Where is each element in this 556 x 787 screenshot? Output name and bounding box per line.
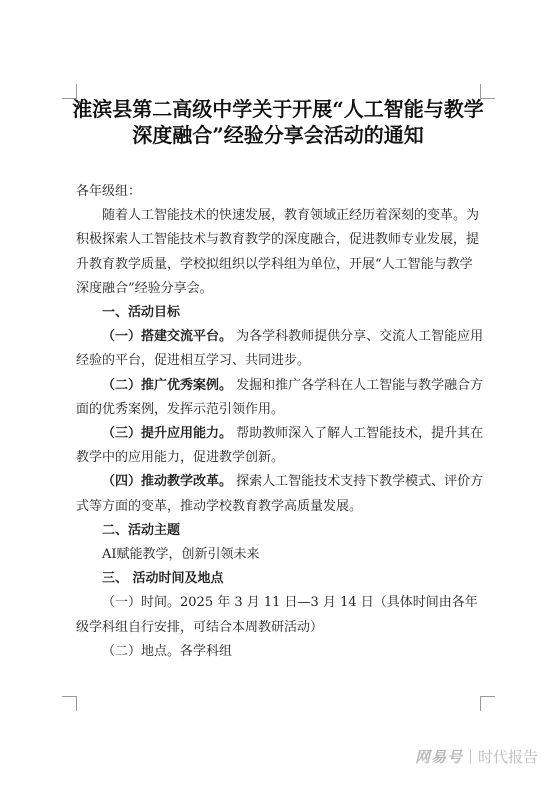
goal-item-text: 为各学科教师提供分享、交流人工智能应用经验的平台，促进相互学习、共同进步。 bbox=[76, 329, 484, 369]
crop-mark-bottom-left bbox=[62, 696, 77, 711]
goal-item-lead: （四）推动教学改革。 bbox=[102, 474, 233, 490]
document-title: 淮滨县第二高级中学关于开展“人工智能与教学深度融合”经验分享会活动的通知 bbox=[72, 97, 484, 147]
section-heading-time-place: 三、 活动时间及地点 bbox=[102, 571, 224, 587]
theme-text: AI赋能教学，创新引领未来 bbox=[102, 547, 260, 563]
goal-item bbox=[76, 325, 484, 373]
goal-item-text: 发掘和推广各学科在人工智能与教学融合方面的优秀案例，发挥示范引领作用。 bbox=[76, 377, 484, 417]
goal-item-text: 探索人工智能技术支持下教学模式、评价方式等方面的变革，推动学校教育教学高质量发展。 bbox=[76, 474, 484, 514]
goal-item bbox=[76, 470, 484, 518]
goal-item-lead: （二）推广优秀案例。 bbox=[102, 377, 233, 393]
goal-item-text: 帮助教师深入了解人工智能技术，提升其在教学中的应用能力，促进教学创新。 bbox=[76, 426, 484, 466]
section-heading-goals: 一、活动目标 bbox=[102, 305, 181, 321]
goal-item bbox=[76, 422, 484, 470]
watermark-divider bbox=[470, 749, 471, 764]
source-watermark bbox=[415, 746, 538, 767]
crop-mark-bottom-right bbox=[480, 696, 495, 711]
goal-item-lead: （一）搭建交流平台。 bbox=[102, 329, 233, 345]
document-body bbox=[76, 180, 484, 664]
time-text: （一）时间。2025 年 3 月 11 日—3 月 14 日（具体时间由各年级学科组自行安排，可结合本周教研活动） bbox=[76, 595, 478, 635]
goal-item-lead: （三）提升应用能力。 bbox=[102, 426, 233, 442]
place-text: （二）地点。各学科组 bbox=[102, 643, 233, 659]
watermark-source: 时代报告 bbox=[477, 748, 538, 766]
intro-paragraph: 随着人工智能技术的快速发展，教育领域正经历着深刻的变革。为积极探索人工智能技术与教育教学的深度融合，促进教师专业发展，提升教育教学质量，学校拟组织以学科组为单位，开展“人工智能与教学深度融合”经验分享会。 bbox=[76, 208, 480, 296]
goal-item bbox=[76, 374, 484, 422]
salutation: 各年级组： bbox=[76, 184, 142, 199]
section-heading-theme: 二、活动主题 bbox=[102, 522, 181, 538]
watermark-brand: 网易号 bbox=[414, 748, 463, 766]
